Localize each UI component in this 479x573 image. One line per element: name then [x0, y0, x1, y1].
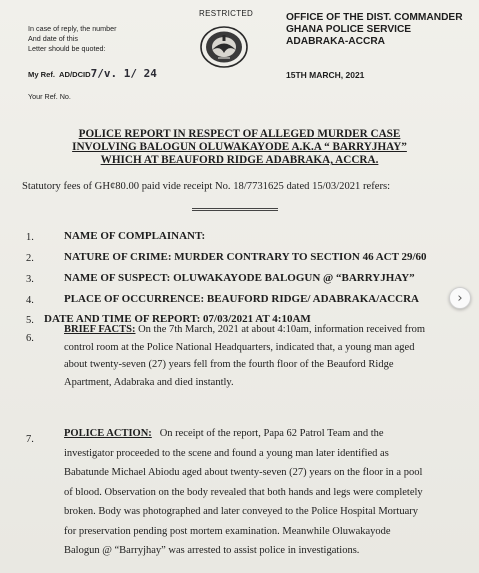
- office-address: [286, 12, 463, 48]
- police-action-line: Babatunde Michael Abiodu aged about twenty-seven (27) years on the floor in a pool: [64, 467, 423, 478]
- reply-note-line: Letter should be quoted:: [28, 44, 106, 53]
- police-action: [64, 424, 464, 561]
- report-title-line: INVOLVING BALOGUN OLUWAKAYODE A.K.A “ BARRYJHAY”: [72, 141, 407, 153]
- divider: [192, 208, 278, 209]
- brief-facts: [64, 321, 460, 391]
- item-number: 4.: [26, 295, 34, 306]
- police-action-line: of blood. Observation on the body revealed that both hands and legs were completely: [64, 486, 423, 498]
- brief-facts-line: On the 7th March, 2021 at about 4:10am, information received from: [135, 324, 426, 335]
- classification-label: RESTRICTED: [199, 9, 254, 18]
- police-action-line: investigator proceeded to the scene and found a young man later identified as: [64, 447, 389, 459]
- reply-note-line: In case of reply, the number: [28, 24, 117, 33]
- item-date-time: DATE AND TIME OF REPORT: 07/03/2021 AT 4:10AM: [44, 313, 311, 325]
- office-line: OFFICE OF THE DIST. COMMANDER: [286, 12, 463, 23]
- brief-facts-line: about twenty-seven (27) years fell from the fourth floor of the Beauford Ridge: [64, 359, 394, 370]
- report-title-line: WHICH AT BEAUFORD RIDGE ADABRAKA, ACCRA.: [100, 154, 379, 166]
- my-ref-handwritten: 7/v. 1/ 24: [90, 67, 157, 80]
- police-action-line: broken. Body was photographed and later conveyed to the Police Hospital Mortuary: [64, 506, 418, 517]
- my-ref-value: AD/DCID: [59, 70, 91, 79]
- chevron-right-icon: ›: [457, 290, 463, 306]
- item-number: 1.: [26, 232, 34, 243]
- item-number: 2.: [26, 253, 34, 264]
- letter-date: 15TH MARCH, 2021: [286, 70, 365, 80]
- next-page-button[interactable]: [449, 287, 471, 309]
- fees-line: Statutory fees of GH¢80.00 paid vide receipt No. 18/7731625 dated 15/03/2021 refers:: [22, 181, 391, 192]
- item-nature-of-crime: NATURE OF CRIME: MURDER CONTRARY TO SECTION 46 ACT 29/60: [64, 251, 427, 263]
- police-action-line: Balogun @ “Barryjhay” was arrested to assist police in investigations.: [64, 545, 360, 556]
- office-line: ADABRAKA-ACCRA: [286, 36, 386, 47]
- reply-note: [28, 24, 117, 54]
- item-number: 7.: [26, 434, 34, 445]
- brief-facts-heading: BRIEF FACTS:: [64, 324, 136, 335]
- item-place: PLACE OF OCCURRENCE: BEAUFORD RIDGE/ ADABRAKA/ACCRA: [64, 293, 419, 305]
- my-ref: [28, 64, 157, 82]
- item-number: 5.: [26, 315, 34, 326]
- police-action-line: for preservation pending post mortem examination. Meanwhile Oluwakayode: [64, 525, 391, 537]
- item-number: 3.: [26, 274, 34, 285]
- my-ref-label: My Ref.: [28, 70, 56, 79]
- item-suspect: NAME OF SUSPECT: OLUWAKAYODE BALOGUN @ “BARRYJHAY”: [64, 272, 415, 284]
- police-action-heading: POLICE ACTION:: [64, 428, 152, 439]
- divider: [192, 210, 278, 211]
- office-line: GHANA POLICE SERVICE: [286, 24, 412, 35]
- brief-facts-line: control room at the Police National Headquarters, indicated that, a young man aged: [64, 341, 415, 353]
- police-action-line: On receipt of the report, Papa 62 Patrol Team and the: [151, 428, 384, 439]
- report-title-line: POLICE REPORT IN RESPECT OF ALLEGED MURDER CASE: [78, 128, 401, 140]
- item-complainant: NAME OF COMPLAINANT:: [64, 230, 206, 242]
- report-title: [0, 128, 479, 167]
- item-number: 6.: [26, 333, 34, 344]
- police-crest-icon: [198, 23, 250, 76]
- reply-note-line: And date of this: [28, 34, 78, 43]
- your-ref-label: Your Ref. No.: [28, 92, 71, 101]
- brief-facts-line: Apartment, Adabraka and died instantly.: [64, 376, 234, 388]
